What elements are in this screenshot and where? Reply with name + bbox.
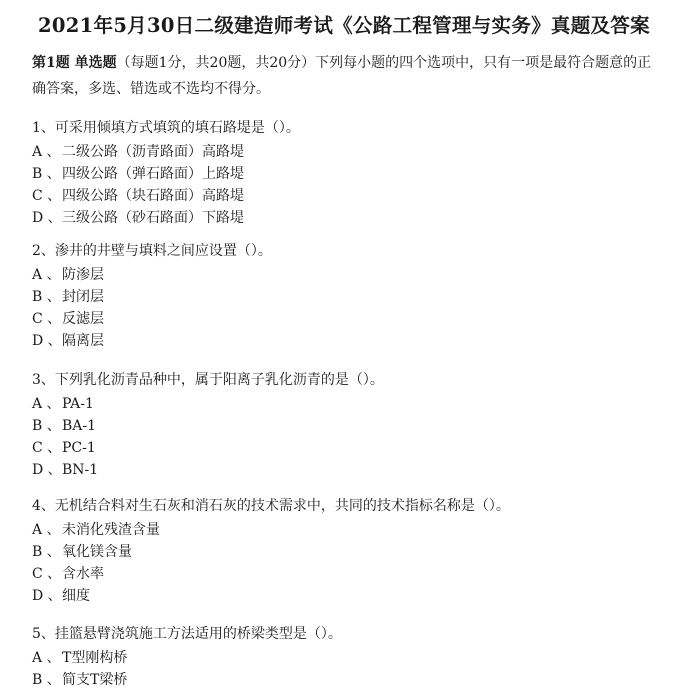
option-a: A 、防渗层 bbox=[32, 267, 104, 283]
section-intro bbox=[32, 50, 662, 102]
section-rule: （每题1分，共20题，共20分）下列每小题的四个选项中，只有一项是最符合题意的正确答案，多选、错选或不选均不得分。 bbox=[32, 55, 652, 97]
question-4 bbox=[32, 495, 510, 607]
option-c: C 、反滤层 bbox=[32, 311, 104, 327]
option-b: B 、封闭层 bbox=[32, 289, 104, 305]
option-b: B 、四级公路（弹石路面）上路堤 bbox=[32, 166, 244, 182]
question-5 bbox=[32, 623, 342, 691]
option-d: D 、隔离层 bbox=[32, 333, 104, 349]
option-c: C 、PC-1 bbox=[32, 440, 96, 456]
option-d: D 、细度 bbox=[32, 588, 90, 604]
option-a: A 、PA-1 bbox=[32, 396, 94, 412]
option-c: C 、含水率 bbox=[32, 566, 104, 582]
option-d: D 、三级公路（砂石路面）下路堤 bbox=[32, 210, 244, 226]
option-b: B 、BA-1 bbox=[32, 418, 97, 434]
question-2 bbox=[32, 240, 272, 352]
question-1 bbox=[32, 117, 300, 229]
question-stem: 3、下列乳化沥青品种中，属于阳离子乳化沥青的是（）。 bbox=[32, 372, 384, 388]
question-stem: 2、渗井的井壁与填料之间应设置（）。 bbox=[32, 243, 272, 259]
option-b: B 、氧化镁含量 bbox=[32, 544, 132, 560]
page-title: 2021年5月30日二级建造师考试《公路工程管理与实务》真题及答案 bbox=[38, 14, 650, 37]
option-a: A 、二级公路（沥青路面）高路堤 bbox=[32, 144, 244, 160]
question-stem: 1、可采用倾填方式填筑的填石路堤是（）。 bbox=[32, 120, 300, 136]
question-3 bbox=[32, 369, 384, 481]
question-stem: 5、挂篮悬臂浇筑施工方法适用的桥梁类型是（）。 bbox=[32, 626, 342, 642]
option-a: A 、未消化残渣含量 bbox=[32, 522, 160, 538]
option-b: B 、简支T梁桥 bbox=[32, 672, 128, 688]
option-a: A 、T型刚构桥 bbox=[32, 650, 128, 666]
question-stem: 4、无机结合料对生石灰和消石灰的技术需求中，共同的技术指标名称是（）。 bbox=[32, 498, 510, 514]
option-c: C 、四级公路（块石路面）高路堤 bbox=[32, 188, 244, 204]
option-d: D 、BN-1 bbox=[32, 462, 99, 478]
section-heading: 第1题 单选题 bbox=[32, 55, 117, 71]
